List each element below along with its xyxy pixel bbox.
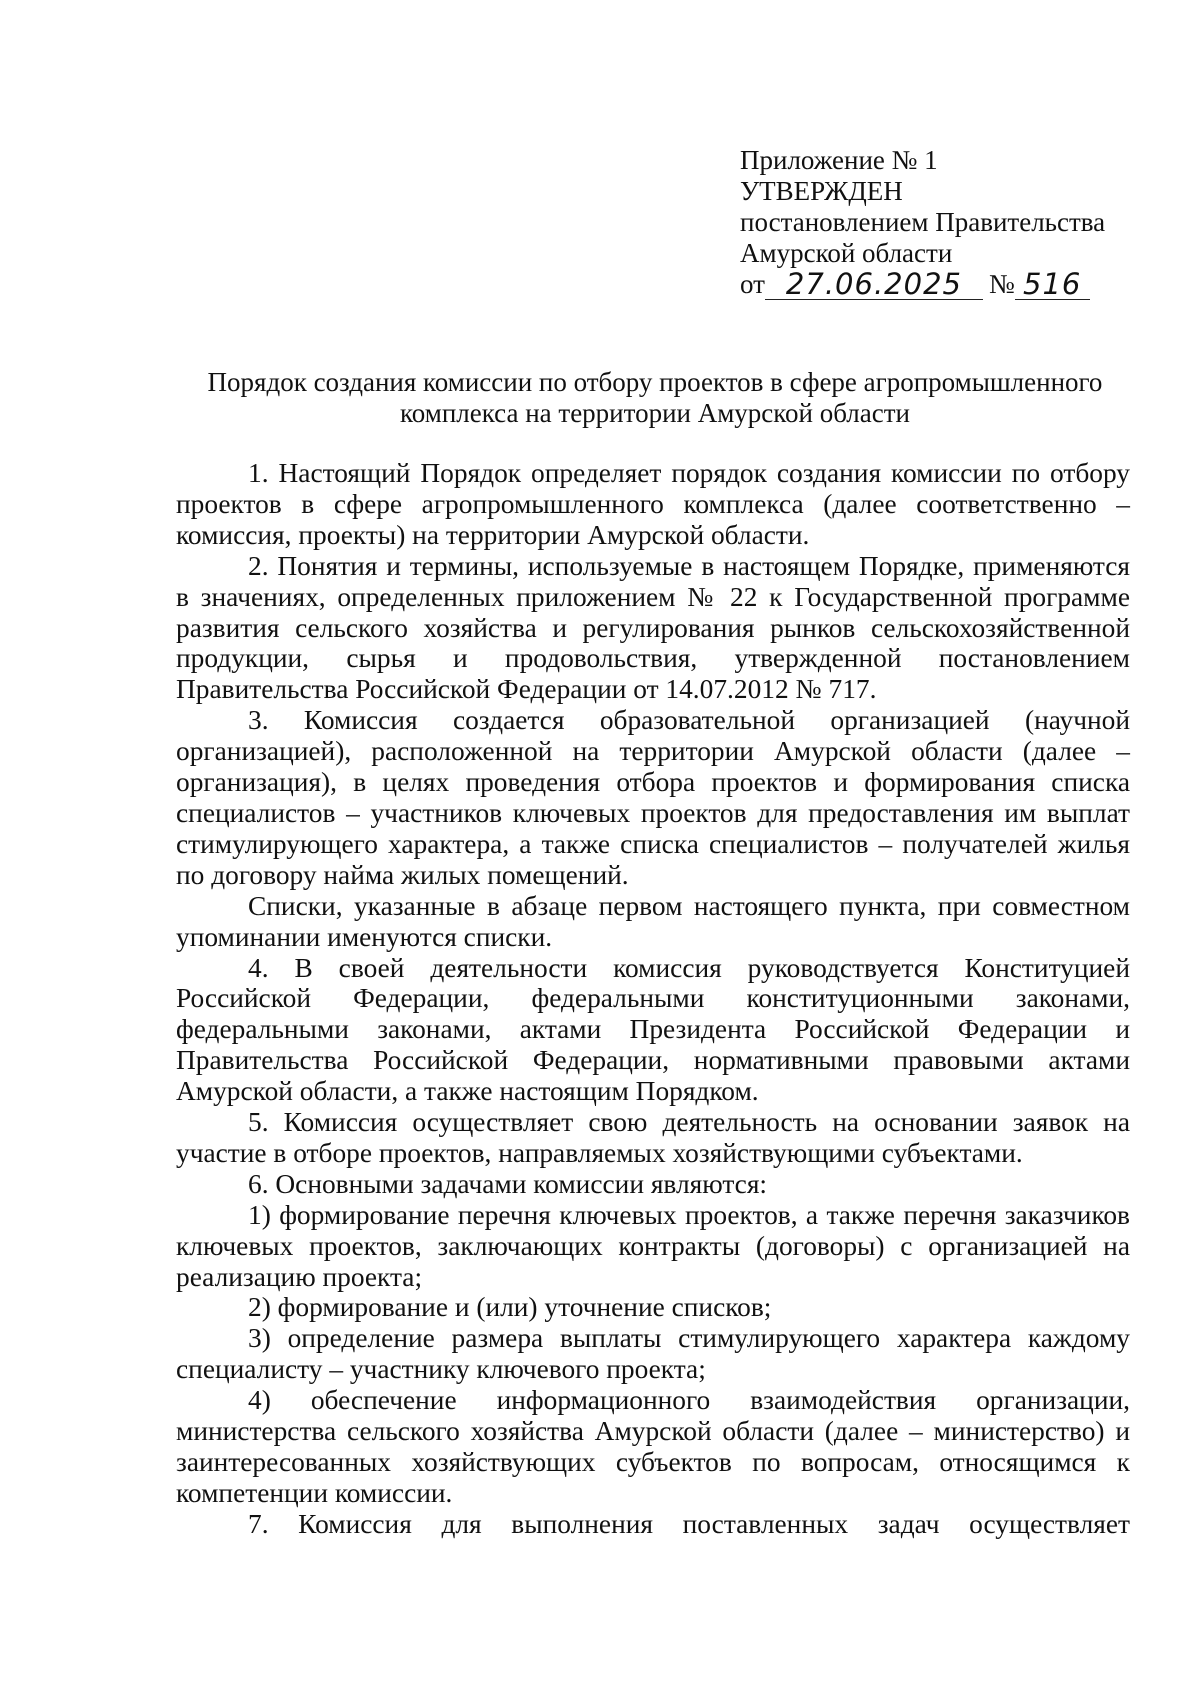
task-item-3: 3) определение размера выплаты стимулирующего характера каждому специалисту – участнику ключевого проекта; — [176, 1323, 1130, 1385]
paragraph-1: 1. Настоящий Порядок определяет порядок создания комиссии по отбору проектов в сфере агропромышленного комплекса (далее соответственно – комиссия, проекты) на территории Амурской области. — [176, 458, 1130, 550]
task-item-4: 4) обеспечение информационного взаимодействия организации, министерства сельского хозяйства Амурской области (далее – министерство) и заинтересованных хозяйствующих субъектов по вопросам, относящимся к компетенции комиссии. — [176, 1385, 1130, 1508]
task-item-1: 1) формирование перечня ключевых проектов, а также перечня заказчиков ключевых проектов, заключающих контракты (договоры) с организацией на реализацию проекта; — [176, 1199, 1130, 1292]
approved-by-line: постановлением Правительства — [740, 207, 1106, 237]
document-title — [175, 367, 1135, 429]
number-prefix: № — [988, 269, 1015, 299]
title-line-1: Порядок создания комиссии по отбору проектов в сфере агропромышленного — [207, 367, 1103, 397]
approval-block — [740, 145, 1105, 303]
task-item-2: 2) формирование и (или) уточнение списков; — [248, 1292, 772, 1323]
appendix-label: Приложение № 1 — [740, 145, 938, 175]
paragraph-4: 4. В своей деятельности комиссия руководствуется Конституцией Российской Федерации, федеральными конституционными законами, федеральными законами, актами Президента Российской Федерации и Правительства Российской Федерации, нормативными правовыми актами Амурской области, а также настоящим Порядком. — [176, 952, 1130, 1107]
paragraph-3: 3. Комиссия создается образовательной организацией (научной организацией), расположенной на территории Амурской области (далее – организация), в целях проведения отбора проектов и формирования списка специалистов – участников ключевых проектов для предоставления им выплат стимулирующего характера, а также списка специалистов – получателей жилья по договору найма жилых помещений. — [176, 705, 1130, 890]
date-prefix: от — [740, 269, 765, 299]
handwritten-number: 516 — [1015, 269, 1090, 300]
paragraph-3-note: Списки, указанные в абзаце первом настоящего пункта, при совместном упоминании именуются списки. — [176, 890, 1130, 952]
title-line-2: комплекса на территории Амурской области — [400, 398, 910, 428]
region-line: Амурской области — [740, 238, 953, 268]
handwritten-date: 27.06.2025 — [765, 269, 983, 300]
paragraph-7: 7. Комиссия для выполнения поставленных задач осуществляет — [248, 1508, 1130, 1539]
paragraph-5: 5. Комиссия осуществляет свою деятельность на основании заявок на участие в отборе проектов, направляемых хозяйствующими субъектами. — [176, 1107, 1130, 1168]
document-body — [176, 458, 1130, 1540]
approved-label: УТВЕРЖДЕН — [740, 176, 903, 206]
date-number-line — [740, 269, 1105, 303]
paragraph-2: 2. Понятия и термины, используемые в настоящем Порядке, применяются в значениях, определенных приложением № 22 к Государственной программе развития сельского хозяйства и регулирования рынков сельскохозяйственной продукции, сырья и продовольствия, утвержденной постановлением Правительства Российской Федерации от 14.07.2012 № 717. — [176, 550, 1130, 705]
paragraph-6: 6. Основными задачами комиссии являются: — [248, 1168, 768, 1199]
